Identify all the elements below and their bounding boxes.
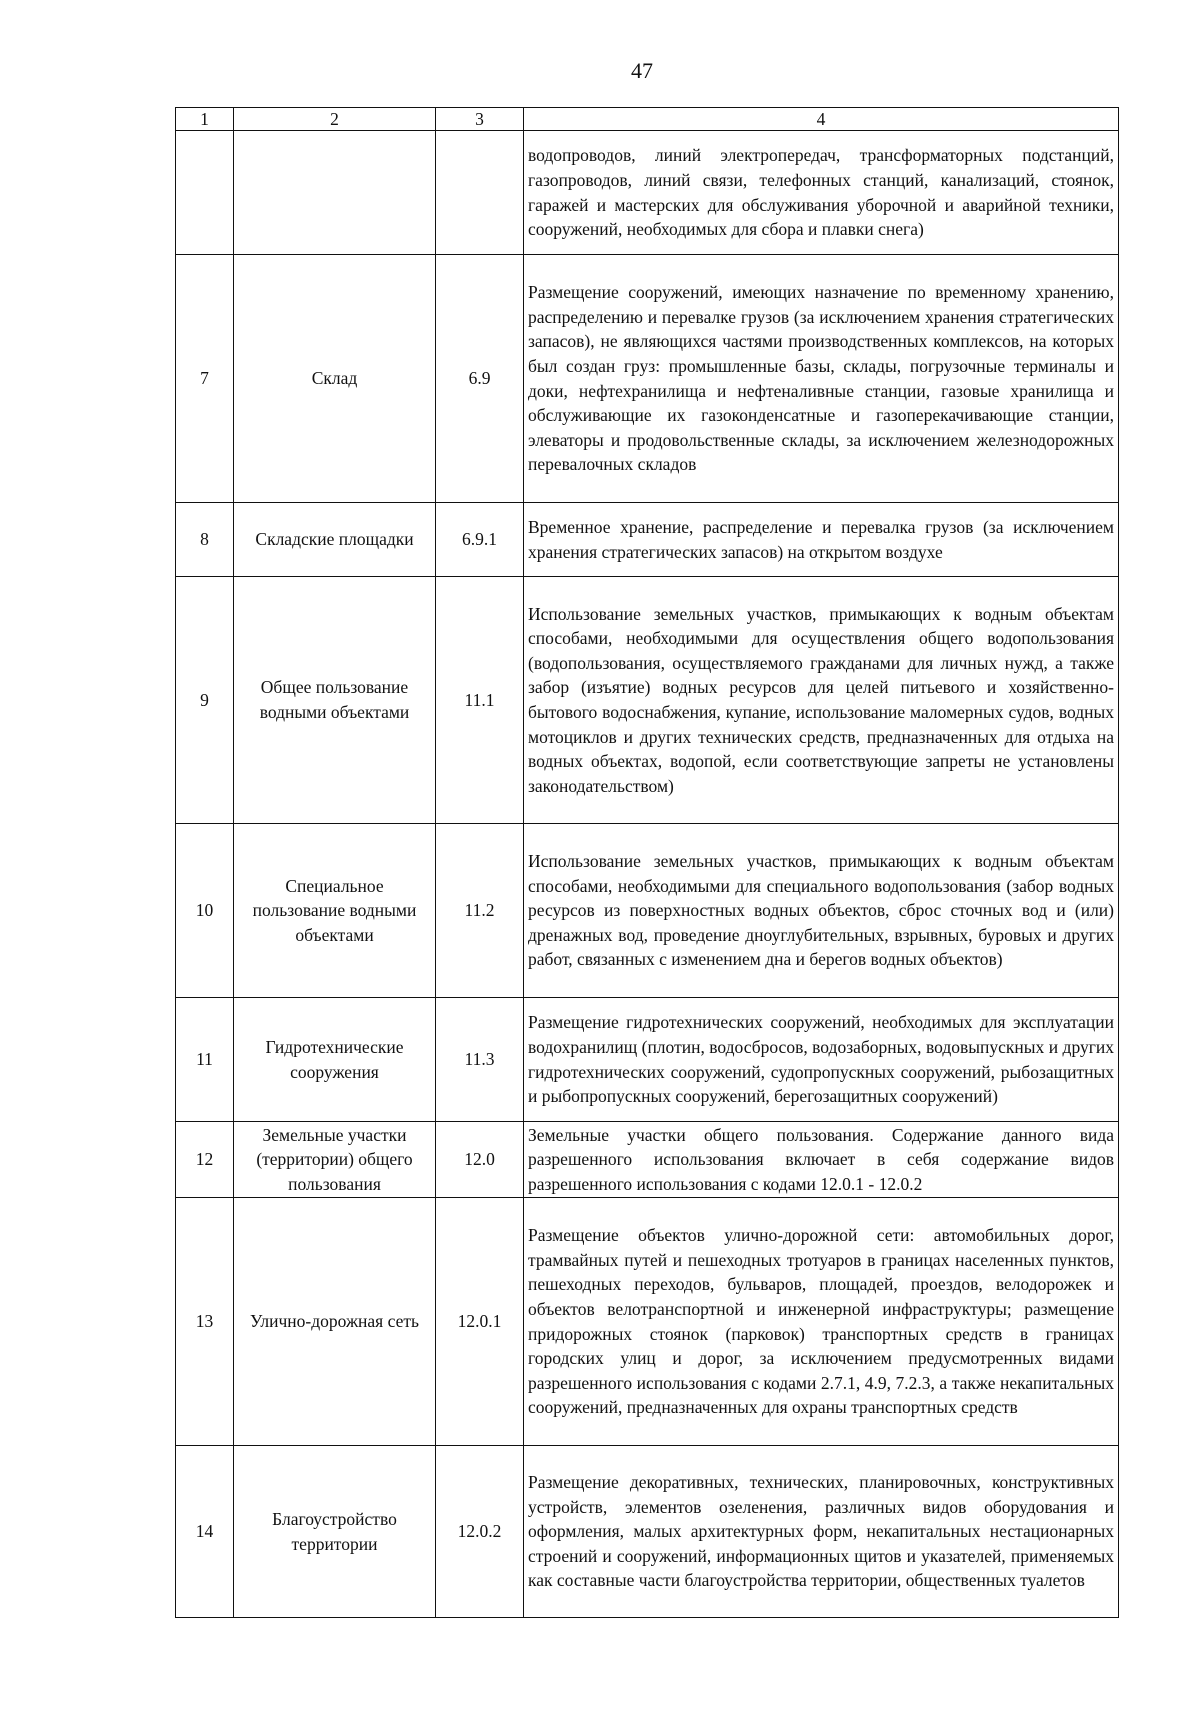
- header-cell-1: 1: [176, 108, 234, 131]
- page-number: 47: [631, 58, 653, 83]
- table-row: [176, 131, 1119, 255]
- table-row: [176, 577, 1119, 824]
- row-number: 14: [176, 1446, 234, 1618]
- table-row: [176, 1122, 1119, 1198]
- table-row: [176, 255, 1119, 503]
- row-description: Размещение гидротехнических сооружений, необходимых для эксплуатации водохранилищ (плотин, водосбросов, водозаборных, водовыпускных и других гидротехнических сооружений, судопропускных сооружений, рыбозащитных и рыбопропускных сооружений, берегозащитных сооружений): [524, 998, 1119, 1122]
- row-code: 11.2: [436, 824, 524, 998]
- row-code: 11.3: [436, 998, 524, 1122]
- row-name: Складские площадки: [234, 503, 436, 577]
- table-row: [176, 1198, 1119, 1446]
- row-number: 13: [176, 1198, 234, 1446]
- land-use-table: [175, 107, 1119, 1618]
- row-code: 6.9: [436, 255, 524, 503]
- row-code: [436, 131, 524, 255]
- row-description: Размещение объектов улично-дорожной сети: автомобильных дорог, трамвайных путей и пешеходных тротуаров в границах населенных пунктов, пешеходных переходов, бульваров, площадей, проездов, велодорожек и объектов велотранспортной и инженерной инфраструктуры; размещение придорожных стоянок (парковок) транспортных средств в границах городских улиц и дорог, за исключением предусмотренных видами разрешенного использования с кодами 2.7.1, 4.9, 7.2.3, а также некапитальных сооружений, предназначенных для охраны транспортных средств: [524, 1198, 1119, 1446]
- row-number: 10: [176, 824, 234, 998]
- row-description: Размещение сооружений, имеющих назначение по временному хранению, распределению и перевалке грузов (за исключением хранения стратегических запасов), не являющихся частями производственных комплексов, на которых был создан груз: промышленные базы, склады, погрузочные терминалы и доки, нефтехранилища и нефтеналивные станции, газовые хранилища и обслуживающие их газоконденсатные и газоперекачивающие станции, элеваторы и продовольственные склады, за исключением железнодорожных перевалочных складов: [524, 255, 1119, 503]
- row-name: Гидротехнические сооружения: [234, 998, 436, 1122]
- row-name: Общее пользование водными объектами: [234, 577, 436, 824]
- row-number: 12: [176, 1122, 234, 1198]
- row-description: водопроводов, линий электропередач, трансформаторных подстанций, газопроводов, линий связи, телефонных станций, канализаций, стоянок, гаражей и мастерских для обслуживания уборочной и аварийной техники, сооружений, необходимых для сбора и плавки снега): [524, 131, 1119, 255]
- row-description: Использование земельных участков, примыкающих к водным объектам способами, необходимыми для специального водопользования (забор водных ресурсов из поверхностных водных объектов, сброс сточных вод и (или) дренажных вод, проведение дноуглубительных, взрывных, буровых и других работ, связанных с изменением дна и берегов водных объектов): [524, 824, 1119, 998]
- row-description: Использование земельных участков, примыкающих к водным объектам способами, необходимыми для осуществления общего водопользования (водопользования, осуществляемого гражданами для личных нужд, а также забор (изъятие) водных ресурсов для целей питьевого и хозяйственно-бытового водоснабжения, купание, использование маломерных судов, водных мотоциклов и других технических средств, предназначенных для отдыха на водных объектах, водопой, если соответствующие запреты не установлены законодательством): [524, 577, 1119, 824]
- row-number: 7: [176, 255, 234, 503]
- header-cell-4: 4: [524, 108, 1119, 131]
- row-description: Земельные участки общего пользования. Содержание данного вида разрешенного использования включает в себя содержание видов разрешенного использования с кодами 12.0.1 - 12.0.2: [524, 1122, 1119, 1198]
- row-name: Склад: [234, 255, 436, 503]
- row-number: [176, 131, 234, 255]
- table-row: [176, 824, 1119, 998]
- table-header-row: [176, 108, 1119, 131]
- row-name: Улично-дорожная сеть: [234, 1198, 436, 1446]
- row-description: Размещение декоративных, технических, планировочных, конструктивных устройств, элементов озеленения, различных видов оборудования и оформления, малых архитектурных форм, некапитальных нестационарных строений и сооружений, информационных щитов и указателей, применяемых как составные части благоустройства территории, общественных туалетов: [524, 1446, 1119, 1618]
- row-number: 9: [176, 577, 234, 824]
- row-code: 12.0.1: [436, 1198, 524, 1446]
- table-row: [176, 1446, 1119, 1618]
- table-row: [176, 503, 1119, 577]
- row-code: 12.0: [436, 1122, 524, 1198]
- row-number: 11: [176, 998, 234, 1122]
- header-cell-2: 2: [234, 108, 436, 131]
- row-description: Временное хранение, распределение и перевалка грузов (за исключением хранения стратегических запасов) на открытом воздухе: [524, 503, 1119, 577]
- row-number: 8: [176, 503, 234, 577]
- row-name: Земельные участки (территории) общего пользования: [234, 1122, 436, 1198]
- row-code: 11.1: [436, 577, 524, 824]
- table-row: [176, 998, 1119, 1122]
- row-code: 6.9.1: [436, 503, 524, 577]
- row-name: [234, 131, 436, 255]
- row-name: Специальное пользование водными объектами: [234, 824, 436, 998]
- header-cell-3: 3: [436, 108, 524, 131]
- row-name: Благоустройство территории: [234, 1446, 436, 1618]
- row-code: 12.0.2: [436, 1446, 524, 1618]
